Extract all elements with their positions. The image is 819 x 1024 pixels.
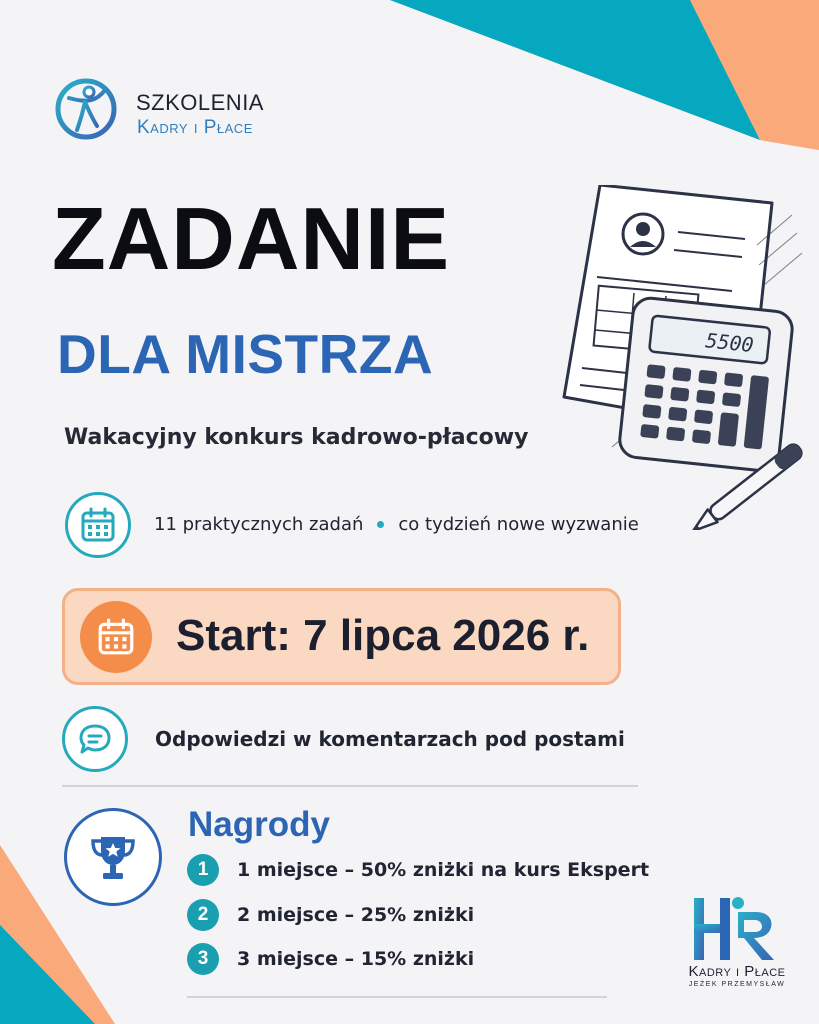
hr-logo-icon xyxy=(692,894,782,964)
separator-dot xyxy=(377,521,384,528)
start-date: Start: 7 lipca 2026 r. xyxy=(176,611,590,660)
prize-number: 2 xyxy=(187,899,219,931)
tasks-count: 11 praktycznych zadań xyxy=(154,514,364,535)
calculator-display: 5500 xyxy=(704,328,755,358)
footer-logo-line-1: Kadry i Płace xyxy=(688,963,786,980)
person-circle-logo-icon xyxy=(55,78,117,140)
divider xyxy=(62,785,638,787)
tagline: Wakacyjny konkurs kadrowo-płacowy xyxy=(64,425,529,450)
calendar-icon xyxy=(80,601,152,673)
prizes-title: Nagrody xyxy=(188,805,330,844)
page-subtitle: DLA MISTRZA xyxy=(57,323,434,385)
brand-line-1: SZKOLENIA xyxy=(136,90,264,115)
info-row xyxy=(154,514,639,535)
prize-text: 2 miejsce – 25% zniżki xyxy=(237,904,475,926)
divider xyxy=(187,996,607,998)
prize-text: 3 miejsce – 15% zniżki xyxy=(237,948,475,970)
prize-item xyxy=(187,943,474,975)
prize-item xyxy=(187,854,649,886)
prize-text: 1 miejsce – 50% zniżki na kurs Ekspert xyxy=(237,859,650,881)
page-title: ZADANIE xyxy=(52,189,451,288)
prize-item xyxy=(187,899,474,931)
answers-note: Odpowiedzi w komentarzach pod postami xyxy=(155,727,625,751)
prize-number: 1 xyxy=(187,854,219,886)
document-calculator-pen-icon xyxy=(552,185,814,530)
brand-line-2: Kadry i Płace xyxy=(137,117,253,138)
footer-logo-line-2: JEŻEK PRZEMYSŁAW xyxy=(688,981,786,988)
trophy-icon xyxy=(64,808,162,906)
weekly-note: co tydzień nowe wyzwanie xyxy=(398,514,639,535)
chat-bubble-icon xyxy=(62,706,128,772)
calendar-icon xyxy=(65,492,131,558)
prize-number: 3 xyxy=(187,943,219,975)
